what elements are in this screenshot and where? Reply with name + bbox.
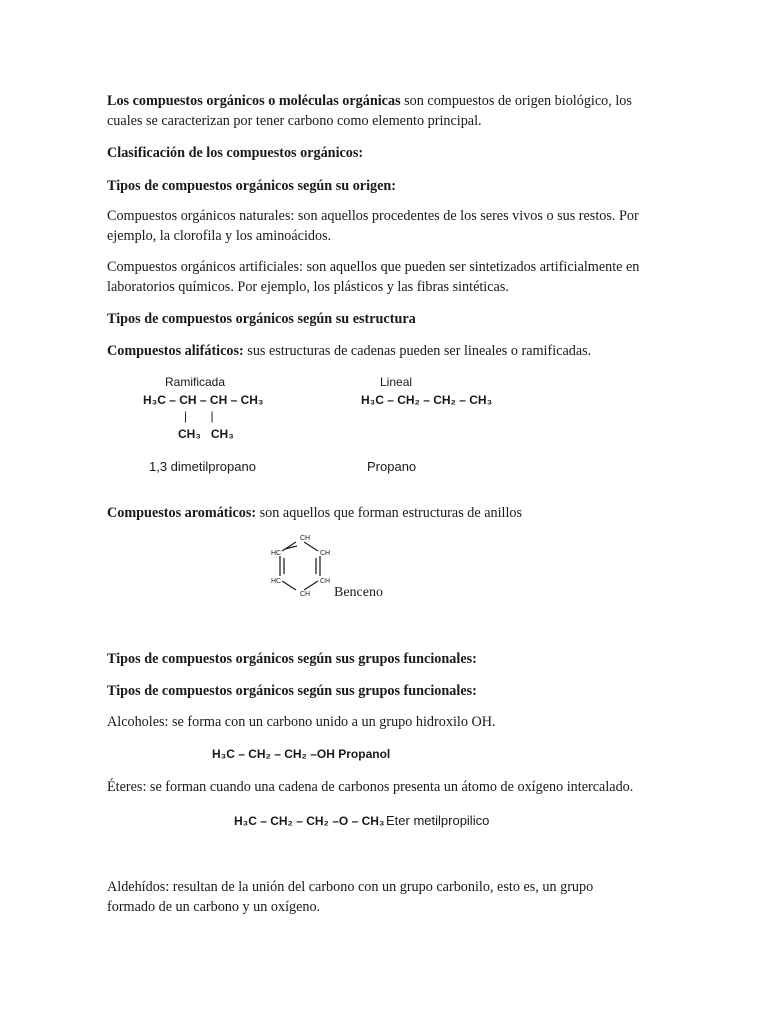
aromatic-paragraph [107,503,667,523]
intro-term: Los compuestos orgánicos o moléculas orgánicas [107,93,401,109]
ring-atom-label: HC [271,550,282,557]
intro-text: son compuestos de origen biológico, los cuales se caracterizan por tener carbono como elemento principal. [107,93,632,129]
propanol-formula: H₃C – CH₂ – CH₂ –OH Propanol [212,747,391,761]
linear-label: Lineal [380,375,413,389]
branched-name: 1,3 dimetilpropano [149,459,256,474]
branched-substituents: CH₃ CH₃ [178,427,234,441]
benzene-bond [304,581,318,590]
ring-atom-label: HC [271,578,282,585]
aliphatic-term: Compuestos alifáticos: [107,343,244,359]
ether-name: Eter metilpropilico [386,813,490,828]
ring-atom-label: CH [320,550,331,557]
intro-paragraph [107,91,667,131]
benzene-label: Benceno [334,585,383,600]
benzene-ring-diagram [262,530,342,602]
linear-name: Propano [367,459,417,474]
benzene-bond [304,542,318,551]
branched-bonds: | | [184,409,214,423]
aliphatic-text: sus estructuras de cadenas pueden ser lineales o ramificadas. [243,343,592,359]
branched-label: Ramificada [165,375,226,389]
heading-classification: Clasificación de los compuestos orgánicos: [107,145,364,161]
aromatic-text: son aquellos que forman estructuras de anillos [256,505,523,521]
heading-by-structure: Tipos de compuestos orgánicos según su estructura [107,311,416,327]
branched-formula: H₃C – CH – CH – CH₃ [143,393,264,407]
natural-compounds-paragraph: Compuestos orgánicos naturales: son aquellos procedentes de los seres vivos o sus restos. Por ejemplo, la clorofila y los aminoácidos. [107,208,639,244]
ether-formula: H₃C – CH₂ – CH₂ –O – CH₃ [234,814,385,828]
aromatic-term: Compuestos aromáticos: [107,505,257,521]
heading-by-origin: Tipos de compuestos orgánicos según su origen: [107,178,397,194]
heading-by-groups: Tipos de compuestos orgánicos según sus grupos funcionales: [107,651,477,667]
linear-formula: H₃C – CH₂ – CH₂ – CH₃ [361,393,493,407]
heading-by-groups-repeat: Tipos de compuestos orgánicos según sus grupos funcionales: [107,683,477,699]
alcohols-paragraph: Alcoholes: se forma con un carbono unido a un grupo hidroxilo OH. [107,714,496,730]
benzene-bond [282,581,296,590]
ring-atom-label: CH [320,578,331,585]
ring-atom-label: CH [300,591,311,598]
aldehydes-paragraph: Aldehídos: resultan de la unión del carbono con un grupo carbonilo, esto es, un grupo formado de un carbono y un oxígeno. [107,879,594,915]
ring-atom-label: CH [300,535,311,542]
ethers-paragraph: Éteres: se forman cuando una cadena de carbonos presenta un átomo de oxígeno intercalado. [107,779,634,795]
aliphatic-paragraph [107,341,667,361]
artificial-compounds-paragraph: Compuestos orgánicos artificiales: son aquellos que pueden ser sintetizados artificialmente en laboratorios químicos. Por ejemplo, los plásticos y las fibras sintéticas. [107,259,640,295]
